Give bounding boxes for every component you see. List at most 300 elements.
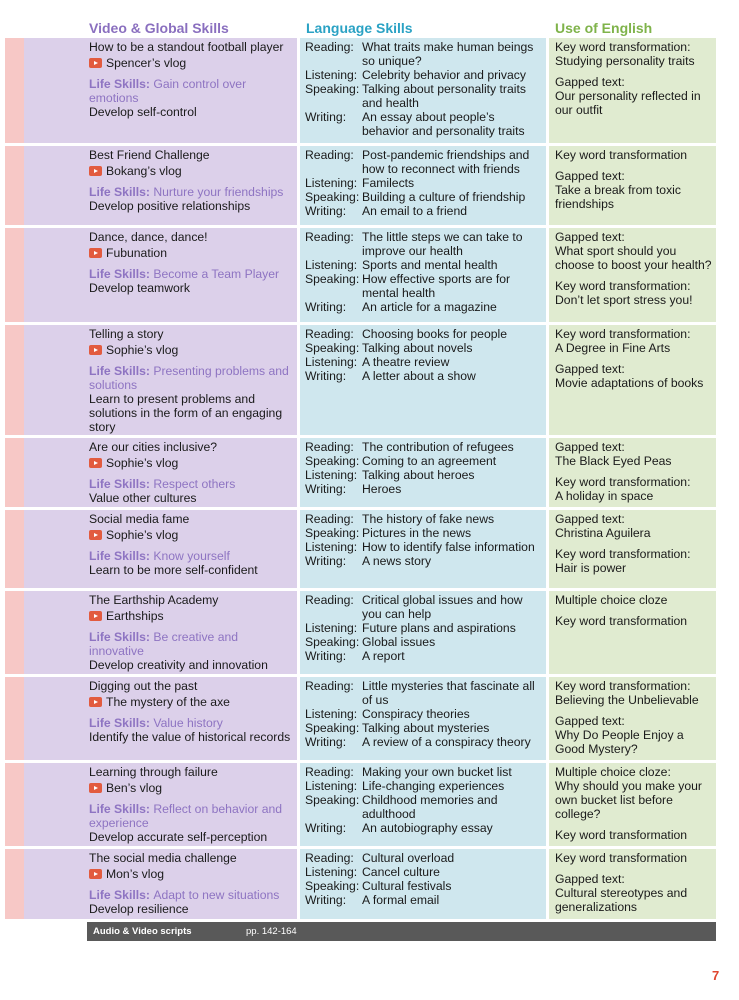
unit-title: Digging out the past [89,679,198,693]
skill-type: Speaking: [305,190,360,204]
video-name: Sophie’s vlog [106,528,179,542]
use-of-english-cell [555,510,713,582]
use-of-english-item [555,169,713,211]
skill-type: Reading: [305,440,354,454]
skill-type: Writing: [305,369,347,383]
exercise-type: Key word transformation [555,148,688,162]
video-link[interactable] [89,781,295,795]
skill-topic: The contribution of refugees [362,440,514,454]
life-skills [89,630,295,658]
language-skill-row [305,300,543,314]
skill-topic: Making your own bucket list [362,765,512,779]
skill-topic: Heroes [362,482,402,496]
develop-text: Identify the value of historical records [89,730,291,744]
exercise-type: Key word transformation: [555,327,691,341]
exercise-topic: Why should you make your own bucket list before college? [555,779,702,821]
skill-type: Listening: [305,468,358,482]
use-of-english-cell [555,146,713,218]
language-skill-row [305,554,543,568]
language-skill-row [305,148,543,176]
life-skills-label: Life Skills: [89,477,154,491]
skill-type: Writing: [305,893,347,907]
develop-text: Develop accurate self-perception [89,830,268,844]
life-skills-label: Life Skills: [89,267,154,281]
life-skills-text: Know yourself [153,549,230,563]
language-skills-cell [305,763,543,835]
footer-page-range: pp. 142-164 [246,926,297,937]
video-link[interactable] [89,456,295,470]
play-video-icon[interactable] [89,530,102,540]
skill-topic: Talking about mysteries [362,721,490,735]
video-link[interactable] [89,867,295,881]
skill-type: Listening: [305,707,358,721]
play-video-icon[interactable] [89,783,102,793]
skill-type: Listening: [305,540,358,554]
life-skills-text: Reflect on behavior and experience [89,802,283,830]
skill-topic: Cultural overload [362,851,455,865]
video-skills-cell [89,146,295,213]
language-skill-row [305,440,543,454]
life-skills [89,185,295,199]
life-skills [89,716,295,730]
language-skill-row [305,526,543,540]
skill-topic: A formal email [362,893,440,907]
exercise-topic: The Black Eyed Peas [555,454,672,468]
skill-topic: Coming to an agreement [362,454,497,468]
skill-topic: Choosing books for people [362,327,507,341]
develop-text: Learn to present problems and solutions in the form of an engaging story [89,392,283,434]
exercise-topic: Cultural stereotypes and generalizations [555,886,688,914]
video-link[interactable] [89,164,295,178]
develop-text: Develop resilience [89,902,189,916]
life-skills-label: Life Skills: [89,630,154,644]
exercise-topic: Studying personality traits [555,54,695,68]
row-strip [5,849,24,919]
language-skills-cell [305,849,543,907]
exercise-topic: A Degree in Fine Arts [555,341,671,355]
skill-type: Reading: [305,593,354,607]
skill-type: Listening: [305,865,358,879]
life-skills-text: Presenting problems and solutions [89,364,289,392]
skill-topic: Familects [362,176,415,190]
skill-type: Reading: [305,851,354,865]
exercise-type: Key word transformation: [555,279,691,293]
video-name: Sophie’s vlog [106,456,179,470]
row-strip [5,591,24,674]
skill-type: Speaking: [305,635,360,649]
play-video-icon[interactable] [89,697,102,707]
skill-topic: A theatre review [362,355,450,369]
exercise-type: Gapped text: [555,362,625,376]
skill-type: Writing: [305,204,347,218]
use-of-english-item [555,148,713,162]
exercise-topic: Our personality reflected in our outfit [555,89,701,117]
row-strip [5,325,24,435]
use-of-english-item [555,828,713,842]
video-skills-cell [89,325,295,434]
language-skill-row [305,68,543,82]
skill-type: Reading: [305,40,354,54]
unit-title: Social media fame [89,512,190,526]
use-of-english-item [555,614,713,628]
language-skill-row [305,482,543,496]
life-skills-text: Adapt to new situations [153,888,280,902]
use-of-english-cell [555,763,713,849]
exercise-topic: Don’t let sport stress you! [555,293,693,307]
life-skills [89,77,295,105]
language-skill-row [305,110,543,138]
language-skills-cell [305,228,543,314]
video-name: Earthships [106,609,164,623]
skill-topic: Talking about heroes [362,468,475,482]
language-skill-row [305,865,543,879]
video-skills-cell [89,510,295,577]
life-skills [89,549,295,563]
skill-topic: The history of fake news [362,512,495,526]
skill-type: Writing: [305,649,347,663]
header-language-skills: Language Skills [306,20,413,36]
use-of-english-item [555,40,713,68]
language-skill-row [305,369,543,383]
skill-type: Reading: [305,148,354,162]
language-skill-row [305,851,543,865]
skill-topic: Critical global issues and how you can help [362,593,523,621]
language-skill-row [305,512,543,526]
skill-type: Reading: [305,512,354,526]
video-skills-cell [89,228,295,295]
video-skills-cell [89,438,295,505]
language-skills-cell [305,146,543,218]
skill-topic: An essay about people’s behavior and personality traits [362,110,525,138]
use-of-english-item [555,714,713,756]
video-link[interactable] [89,609,295,623]
page-number: 7 [712,968,720,983]
skill-type: Speaking: [305,793,360,807]
life-skills-text: Become a Team Player [153,267,280,281]
skill-type: Writing: [305,821,347,835]
use-of-english-cell [555,325,713,397]
develop-text: Value other cultures [89,491,197,505]
exercise-type: Key word transformation [555,828,688,842]
exercise-type: Gapped text: [555,872,625,886]
skill-topic: How to identify false information [362,540,535,554]
life-skills-label: Life Skills: [89,77,154,91]
video-skills-cell [89,849,295,916]
play-video-icon[interactable] [89,611,102,621]
skill-type: Writing: [305,554,347,568]
video-skills-cell [89,591,295,672]
life-skills [89,267,295,281]
exercise-type: Gapped text: [555,75,625,89]
language-skill-row [305,765,543,779]
exercise-type: Multiple choice cloze [555,593,668,607]
skill-topic: Future plans and aspirations [362,621,516,635]
skill-topic: Cancel culture [362,865,440,879]
skill-topic: How effective sports are for mental health [362,272,511,300]
skill-topic: A news story [362,554,432,568]
exercise-topic: Hair is power [555,561,627,575]
language-skill-row [305,635,543,649]
life-skills-label: Life Skills: [89,185,154,199]
language-skills-cell [305,510,543,568]
skill-type: Speaking: [305,879,360,893]
header-use-of-english: Use of English [555,20,653,36]
skill-topic: Building a culture of friendship [362,190,526,204]
skill-type: Listening: [305,68,358,82]
use-of-english-item [555,279,713,307]
skill-type: Listening: [305,258,358,272]
exercise-type: Gapped text: [555,169,625,183]
exercise-type: Gapped text: [555,440,625,454]
skill-topic: Life-changing experiences [362,779,505,793]
skill-topic: Celebrity behavior and privacy [362,68,526,82]
life-skills-label: Life Skills: [89,888,154,902]
language-skill-row [305,355,543,369]
video-link[interactable] [89,246,295,260]
skill-topic: A letter about a show [362,369,476,383]
language-skill-row [305,40,543,68]
play-video-icon[interactable] [89,248,102,258]
video-name: Fubunation [106,246,167,260]
play-video-icon[interactable] [89,458,102,468]
skill-type: Speaking: [305,454,360,468]
exercise-type: Key word transformation: [555,679,691,693]
skill-type: Speaking: [305,526,360,540]
use-of-english-cell [555,228,713,314]
row-strip [5,438,24,507]
skill-topic: Cultural festivals [362,879,452,893]
language-skill-row [305,176,543,190]
skill-type: Writing: [305,300,347,314]
use-of-english-item [555,327,713,355]
skill-topic: Little mysteries that fascinate all of us [362,679,535,707]
footer-audio-video-scripts[interactable]: Audio & Video scripts [93,926,192,937]
unit-title: Dance, dance, dance! [89,230,208,244]
unit-title: Learning through failure [89,765,218,779]
language-skill-row [305,272,543,300]
life-skills-label: Life Skills: [89,802,154,816]
play-video-icon[interactable] [89,345,102,355]
life-skills-text: Nurture your friendships [153,185,284,199]
video-link[interactable] [89,695,295,709]
language-skill-row [305,679,543,707]
use-of-english-item [555,593,713,607]
use-of-english-item [555,765,713,821]
language-skill-row [305,204,543,218]
unit-title: How to be a standout football player [89,40,284,54]
skill-type: Reading: [305,327,354,341]
use-of-english-item [555,230,713,272]
language-skill-row [305,540,543,554]
language-skills-cell [305,438,543,496]
life-skills-text: Be creative and innovative [89,630,239,658]
video-link[interactable] [89,56,295,70]
use-of-english-cell [555,591,713,635]
video-name: Mon’s vlog [106,867,165,881]
row-strip [5,38,24,143]
develop-text: Develop self-control [89,105,197,119]
language-skill-row [305,779,543,793]
exercise-type: Gapped text: [555,512,625,526]
use-of-english-item [555,475,713,503]
language-skill-row [305,879,543,893]
skill-type: Listening: [305,355,358,369]
language-skill-row [305,454,543,468]
skill-topic: Global issues [362,635,436,649]
develop-text: Develop positive relationships [89,199,251,213]
exercise-topic: Take a break from toxic friendships [555,183,681,211]
use-of-english-item [555,872,713,914]
exercise-topic: Why Do People Enjoy a Good Mystery? [555,728,684,756]
unit-title: Telling a story [89,327,164,341]
play-video-icon[interactable] [89,166,102,176]
language-skill-row [305,707,543,721]
video-skills-cell [89,677,295,744]
language-skill-row [305,621,543,635]
language-skill-row [305,649,543,663]
language-skill-row [305,721,543,735]
life-skills-text: Gain control over emotions [89,77,247,105]
use-of-english-cell [555,677,713,763]
video-link[interactable] [89,528,295,542]
exercise-type: Key word transformation [555,614,688,628]
use-of-english-item [555,679,713,707]
skill-type: Writing: [305,110,347,124]
skill-type: Listening: [305,176,358,190]
language-skill-row [305,190,543,204]
exercise-type: Multiple choice cloze: [555,765,671,779]
video-name: Spencer’s vlog [106,56,187,70]
life-skills [89,802,295,830]
language-skill-row [305,893,543,907]
language-skills-cell [305,325,543,383]
use-of-english-item [555,75,713,117]
unit-title: The Earthship Academy [89,593,219,607]
play-video-icon[interactable] [89,58,102,68]
skill-topic: Post-pandemic friendships and how to reconnect with friends [362,148,530,176]
skill-topic: The little steps we can take to improve our health [362,230,523,258]
language-skills-cell [305,591,543,663]
use-of-english-item [555,851,713,865]
video-name: The mystery of the axe [106,695,230,709]
exercise-type: Key word transformation: [555,475,691,489]
unit-title: Best Friend Challenge [89,148,210,162]
use-of-english-cell [555,438,713,510]
exercise-type: Key word transformation: [555,547,691,561]
exercise-topic: Believing the Unbelievable [555,693,699,707]
row-strip [5,146,24,225]
use-of-english-item [555,547,713,575]
exercise-topic: Christina Aguilera [555,526,651,540]
life-skills [89,364,295,392]
use-of-english-cell [555,849,713,921]
skill-type: Writing: [305,482,347,496]
row-strip [5,510,24,588]
skill-topic: Conspiracy theories [362,707,470,721]
header-video-global-skills: Video & Global Skills [89,20,229,36]
develop-text: Learn to be more self-confident [89,563,258,577]
exercise-type: Key word transformation: [555,40,691,54]
develop-text: Develop creativity and innovation [89,658,268,672]
skill-topic: A review of a conspiracy theory [362,735,531,749]
language-skills-cell [305,38,543,138]
video-name: Ben’s vlog [106,781,163,795]
skill-topic: Childhood memories and adulthood [362,793,498,821]
language-skill-row [305,327,543,341]
exercise-topic: Movie adaptations of books [555,376,704,390]
language-skill-row [305,821,543,835]
skill-topic: An email to a friend [362,204,468,218]
life-skills-text: Respect others [153,477,236,491]
use-of-english-item [555,440,713,468]
exercise-type: Gapped text: [555,230,625,244]
use-of-english-cell [555,38,713,124]
language-skill-row [305,793,543,821]
exercise-type: Key word transformation [555,851,688,865]
life-skills [89,888,295,902]
skill-topic: Talking about personality traits and health [362,82,526,110]
language-skill-row [305,735,543,749]
use-of-english-item [555,362,713,390]
exercise-topic: What sport should you choose to boost your health? [555,244,712,272]
language-skill-row [305,593,543,621]
language-skills-cell [305,677,543,749]
skill-type: Writing: [305,735,347,749]
exercise-topic: A holiday in space [555,489,654,503]
video-skills-cell [89,38,295,119]
video-skills-cell [89,763,295,844]
video-name: Sophie’s vlog [106,343,179,357]
skill-topic: An article for a magazine [362,300,497,314]
play-video-icon[interactable] [89,869,102,879]
unit-title: Are our cities inclusive? [89,440,218,454]
language-skill-row [305,341,543,355]
row-strip [5,677,24,760]
skill-topic: An autobiography essay [362,821,493,835]
video-link[interactable] [89,343,295,357]
language-skill-row [305,230,543,258]
skill-type: Listening: [305,621,358,635]
develop-text: Develop teamwork [89,281,190,295]
unit-title: The social media challenge [89,851,237,865]
footer-bar [87,922,716,941]
skill-type: Listening: [305,779,358,793]
language-skill-row [305,82,543,110]
life-skills-label: Life Skills: [89,549,154,563]
skill-type: Speaking: [305,721,360,735]
language-skill-row [305,258,543,272]
skill-type: Speaking: [305,341,360,355]
exercise-type: Gapped text: [555,714,625,728]
skill-type: Reading: [305,765,354,779]
row-strip [5,228,24,322]
life-skills-label: Life Skills: [89,716,154,730]
language-skill-row [305,468,543,482]
skill-type: Reading: [305,679,354,693]
skill-topic: Sports and mental health [362,258,498,272]
skill-topic: Pictures in the news [362,526,472,540]
video-name: Bokang’s vlog [106,164,182,178]
skill-topic: What traits make human beings so unique? [362,40,534,68]
life-skills-text: Value history [153,716,223,730]
life-skills-label: Life Skills: [89,364,154,378]
skill-type: Reading: [305,230,354,244]
row-strip [5,763,24,846]
skill-topic: Talking about novels [362,341,473,355]
skill-type: Speaking: [305,82,360,96]
skill-topic: A report [362,649,405,663]
skill-type: Speaking: [305,272,360,286]
